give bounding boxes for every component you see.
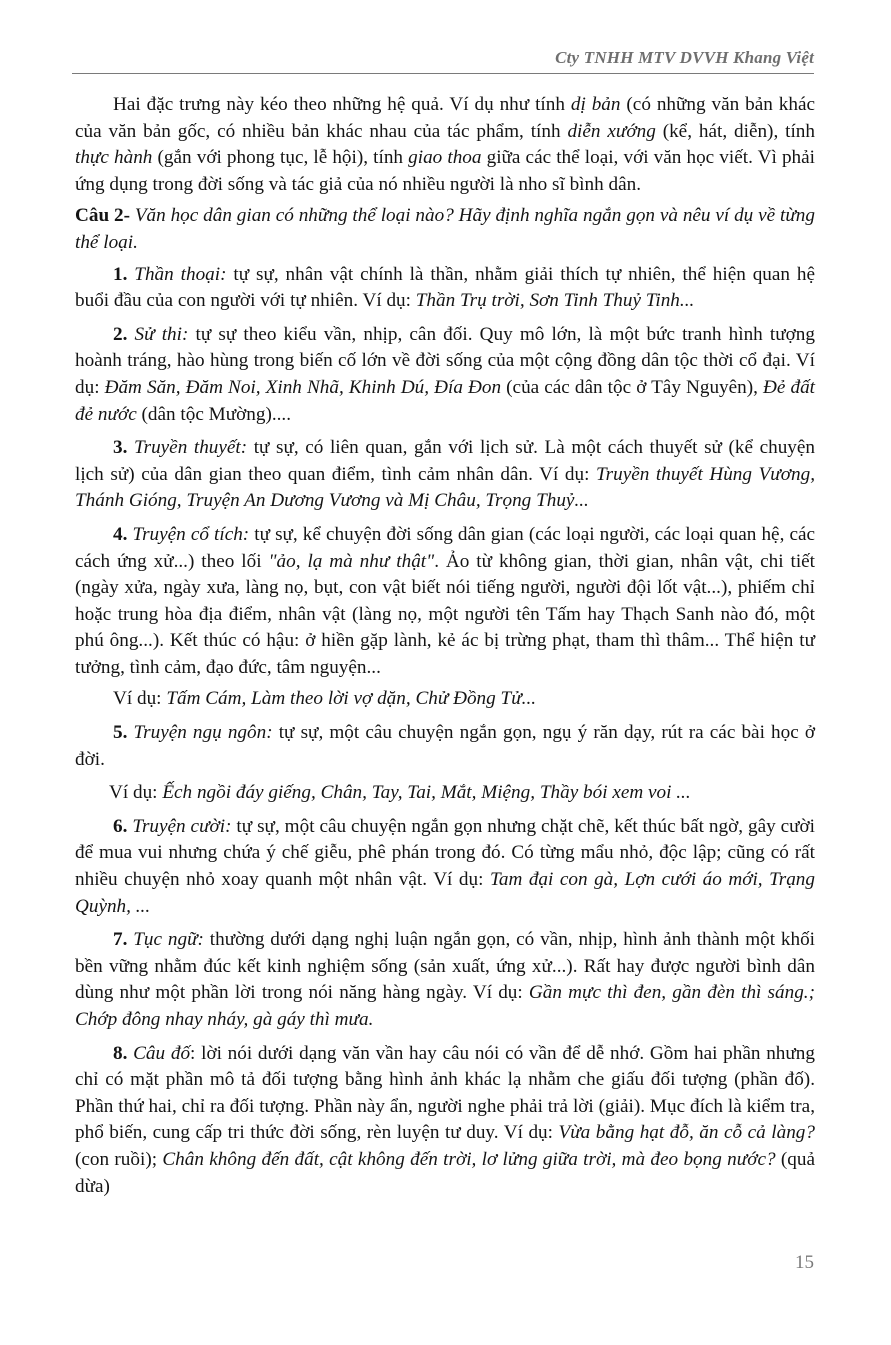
genre-item-su-thi: 2. Sử thi: tự sự theo kiểu vần, nhịp, cân đối. Quy mô lớn, là một bức tranh hình tượng hoành tráng, hào hùng trong biến cố lớn về đời sống của một cộng đồng dân tộc thời cổ đại. Ví dụ: Đăm Săn, Đăm Noi, Xinh Nhã, Khinh Dú, Đía Đon (của các dân tộc ở Tây Nguyên), Đẻ đất đẻ nước (dân tộc Mường).... — [75, 323, 815, 425]
genre-example-truyen-ngu-ngon: Ví dụ: Ếch ngồi đáy giếng, Chân, Tay, Tai, Mắt, Miệng, Thầy bói xem voi ... — [109, 782, 691, 804]
genre-item-tuc-ngu: 7. Tục ngữ: thường dưới dạng nghị luận ngắn gọn, có vần, nhịp, hình ảnh thành một khối bền vững nhằm đúc kết kinh nghiệm sống (sản xuất, ứng xử...). Rất hay được người bình dân dùng như một phần lời trong nói năng hàng ngày. Ví dụ: Gần mực thì đen, gần đèn thì sáng.; Chớp đông nhay nháy, gà gáy thì mưa. — [75, 929, 816, 1030]
intro-paragraph: Hai đặc trưng này kéo theo những hệ quả. Ví dụ như tính dị bản (có những văn bản khác của văn bản gốc, có nhiều bản khác nhau của tác phẩm, tính diễn xướng (kể, hát, diễn), tính thực hành (gắn với phong tục, lễ hội), tính giao thoa giữa các thể loại, với văn học viết. Vì phải ứng dụng trong đời sống và tác giả của nó nhiều người là nho sĩ bình dân. — [75, 94, 815, 195]
running-header: Cty TNHH MTV DVVH Khang Việt — [555, 48, 814, 67]
question-text: Văn học dân gian có những thể loại nào? Hãy định nghĩa ngắn gọn và nêu ví dụ về từng thể loại. — [75, 205, 815, 253]
question-label: Câu 2- — [75, 205, 130, 227]
genre-example-truyen-co-tich: Ví dụ: Tấm Cám, Làm theo lời vợ dặn, Chử Đồng Tử... — [113, 688, 537, 710]
genre-item-than-thoai: 1. Thần thoại: tự sự, nhân vật chính là thần, nhằm giải thích tự nhiên, thể hiện quan hệ buổi đầu của con người với tự nhiên. Ví dụ: Thần Trụ trời, Sơn Tinh Thuỷ Tinh... — [75, 263, 816, 312]
genre-item-truyen-thuyet: 3. Truyền thuyết: tự sự, có liên quan, gắn với lịch sử. Là một cách thuyết sử (kể chuyện lịch sử) của dân gian theo quan điểm, tình cảm nhân dân. Ví dụ: Truyền thuyết Hùng Vương, Thánh Gióng, Truyện An Dương Vương và Mị Châu, Trọng Thuỷ... — [75, 437, 816, 512]
page-number: 15 — [795, 1252, 814, 1273]
genre-item-truyen-ngu-ngon: 5. Truyện ngụ ngôn: tự sự, một câu chuyện ngắn gọn, ngụ ý răn dạy, rút ra các bài học ở đời. — [75, 722, 815, 770]
question-heading — [75, 203, 815, 256]
header-divider — [72, 73, 814, 74]
genre-item-truyen-cuoi: 6. Truyện cười: tự sự, một câu chuyện ngắn gọn nhưng chặt chẽ, kết thúc bất ngờ, gây cười để mua vui nhưng chứa ý chế giễu, phê phán trong đó. Có từng mẩu nhỏ, độc lập; cũng có rất nhiều chuyện nhỏ xoay quanh một nhân vật. Ví dụ: Tam đại con gà, Lợn cưới áo mới, Trạng Quỳnh, ... — [75, 815, 816, 917]
genre-item-cau-do: 8. Câu đố: lời nói dưới dạng văn vần hay câu nói có vần để dễ nhớ. Gồm hai phần nhưng chỉ có mặt phần mô tả đối tượng bằng hình ảnh khác lạ nhằm che giấu đối tượng (phần đố). Phần thứ hai, chỉ ra đối tượng. Phần này ẩn, người nghe phải trả lời (giải). Mục đích là kiểm tra, phổ biến, cung cấp tri thức đời sống, rèn luyện tư duy. Ví dụ: Vừa bằng hạt đỗ, ăn cỗ cả làng? (con ruồi); Chân không đến đất, cật không đến trời, lơ lửng giữa trời, mà đeo bọng nước? (quả dừa) — [75, 1042, 815, 1197]
genre-item-truyen-co-tich: 4. Truyện cổ tích: tự sự, kể chuyện đời sống dân gian (các loại người, các loại quan hệ, các cách ứng xử...) theo lối "ảo, lạ mà như thật". Ảo từ không gian, thời gian, nhân vật, chi tiết (ngày xửa, ngày xưa, làng nọ, bụt, con vật biết nói tiếng người, người đội lốt vật...), phiếm chỉ hoặc trung hòa địa điểm, nhân vật (làng nọ, một người tên Tấm hay Thạch Sanh nào đó, một phú ông...). Kết thúc có hậu: ở hiền gặp lành, kẻ ác bị trừng phạt, tham thì thâm... Thể hiện tư tưởng, tình cảm, đạo đức, tâm nguyện... — [75, 523, 816, 678]
page-body — [75, 92, 815, 1200]
